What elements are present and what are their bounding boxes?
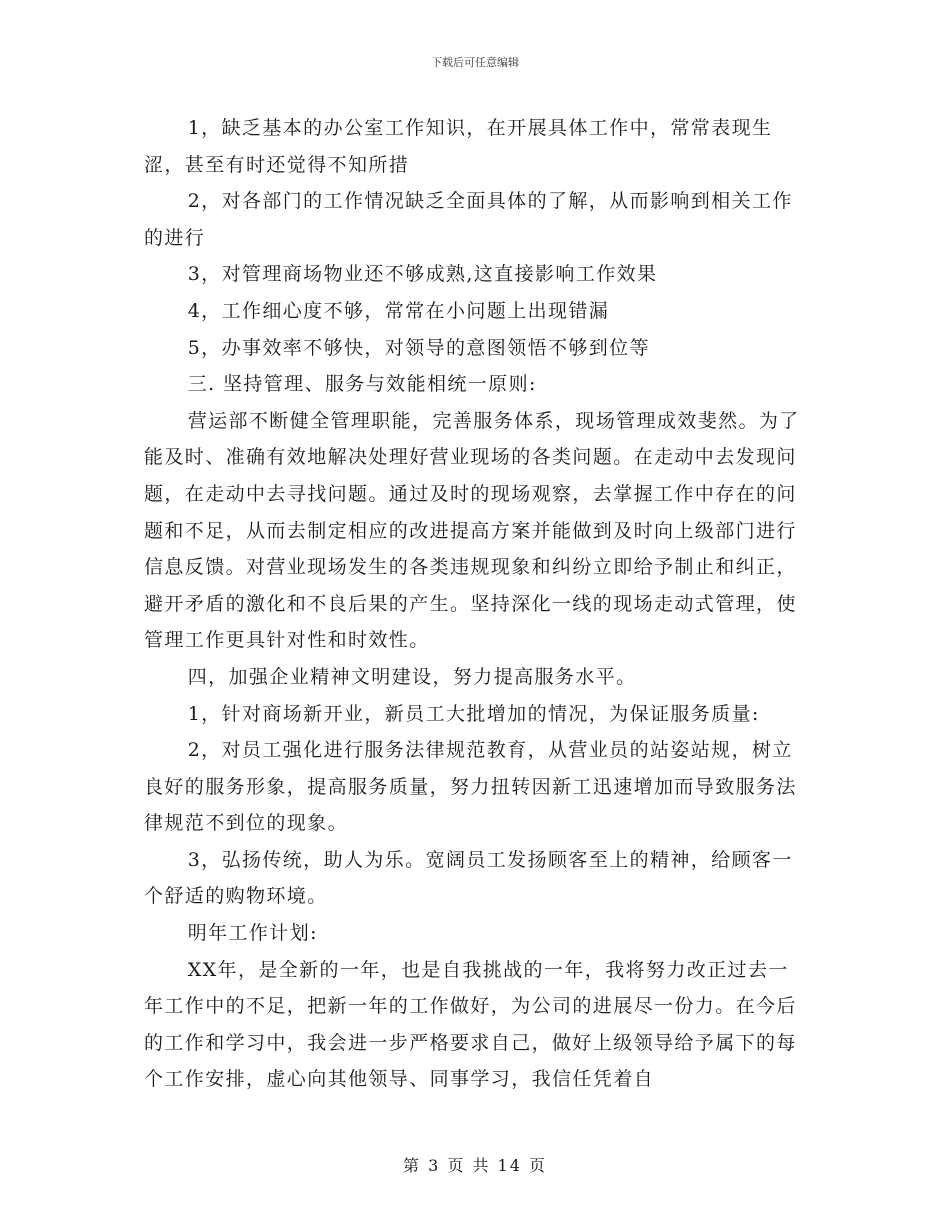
paragraph-service-3: 3，弘扬传统，助人为乐。宽阔员工发扬顾客至上的精神，给顾客一个舒适的购物环境。 xyxy=(144,848,793,908)
paragraph-operations: 营运部不断健全管理职能，完善服务体系，现场管理成效斐然。为了能及时、准确有效地解决处理好营业现场的各类问题。在走动中去发现问题，在走动中去寻找问题。通过及时的现场观察，去掌握工作中存在的问题和不足，从而去制定相应的改进提高方案并能做到及时向上级部门进行信息反馈。对营业现场发生的各类违规现象和纠纷立即给予制止和纠正，避开矛盾的激化和不良后果的产生。坚持深化一线的现场走动式管理，使管理工作更具针对性和时效性。 xyxy=(144,409,800,652)
section-heading-4: 四，加强企业精神文明建设，努力提高服务水平。 xyxy=(187,665,637,688)
paragraph-service-1: 1，针对商场新开业，新员工大批增加的情况，为保证服务质量: xyxy=(187,702,760,725)
paragraph-item-4: 4，工作细心度不够，常常在小问题上出现错漏 xyxy=(187,299,610,322)
paragraph-item-3: 3，对管理商场物业还不够成熟,这直接影响工作效果 xyxy=(187,263,658,286)
page-number: 第 3 页 共 14 页 xyxy=(403,1156,547,1175)
document-body xyxy=(144,110,808,1098)
section-heading-3: 三. 坚持管理、服务与效能相统一原则: xyxy=(187,373,537,396)
paragraph-item-5: 5，办事效率不够快，对领导的意图领悟不够到位等 xyxy=(187,336,650,359)
section-heading-plan: 明年工作计划: xyxy=(187,922,318,945)
paragraph-plan: XX年，是全新的一年，也是自我挑战的一年，我将努力改正过去一年工作中的不足，把新一年的工作做好，为公司的进展尽一份力。在今后的工作和学习中，我会进一步严格要求自己，做好上级领导给予属下的每个工作安排，虚心向其他领导、同事学习，我信任凭着自 xyxy=(144,958,797,1091)
paragraph-item-1: 1，缺乏基本的办公室工作知识，在开展具体工作中，常常表现生涩，甚至有时还觉得不知所措 xyxy=(144,117,773,176)
paragraph-service-2: 2，对员工强化进行服务法律规范教育，从营业员的站姿站规，树立良好的服务形象，提高服务质量，努力扭转因新工迅速增加而导致服务法律规范不到位的现象。 xyxy=(144,739,797,835)
page-header-note: 下载后可任意编辑 xyxy=(431,56,519,69)
paragraph-item-2: 2，对各部门的工作情况缺乏全面具体的了解，从而影响到相关工作的进行 xyxy=(144,190,793,249)
